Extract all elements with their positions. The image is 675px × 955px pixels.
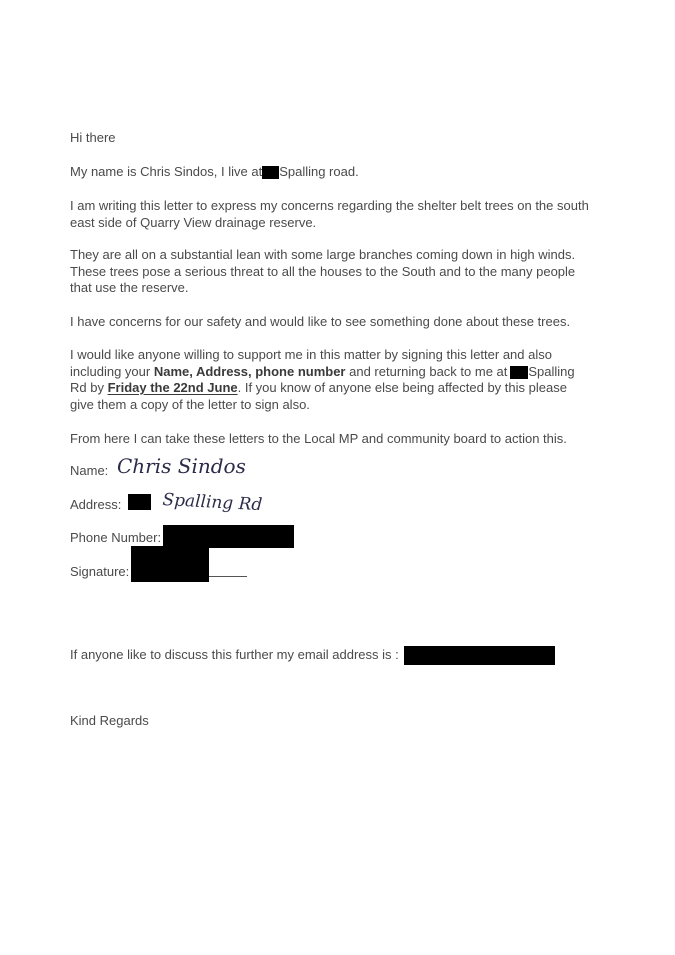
paragraph-safety: I have concerns for our safety and would like to see something done about these trees. [70, 314, 571, 329]
name-label: Name: [70, 463, 109, 478]
support-bold-fields: Name, Address, phone number [153, 363, 346, 379]
email-text: If anyone like to discuss this further my email address is : [70, 647, 399, 662]
name-handwritten: Chris Sindos [117, 454, 246, 478]
greeting: Hi there [70, 130, 116, 145]
redacted-return-number [510, 366, 528, 379]
support-deadline: Friday the 22nd June [107, 380, 238, 396]
address-handwritten: Spalling Rd [161, 490, 263, 516]
intro-before: My name is Chris Sindos, I live at [70, 164, 263, 179]
redacted-phone-number [163, 525, 294, 548]
signature-line [209, 576, 247, 577]
support-text-1: I would like anyone willing to support me in this matter by signing this letter and also including your [70, 347, 552, 379]
redacted-house-number [262, 166, 279, 179]
redacted-address-number [128, 494, 151, 510]
redacted-email [404, 646, 555, 665]
intro-after: Spalling road. [279, 164, 359, 179]
paragraph-lean: They are all on a substantial lean with some large branches coming down in high winds. These trees pose a serious threat to all the houses to the South and to the many people that use the reserve. [70, 247, 576, 296]
redacted-signature [131, 546, 209, 582]
phone-label: Phone Number: [70, 530, 162, 545]
support-text-3: Spalling Rd by [70, 363, 575, 396]
signature-label: Signature: [70, 564, 130, 579]
paragraph-concern: I am writing this letter to express my concerns regarding the shelter belt trees on the south east side of Quarry View drainage reserve. [70, 198, 589, 230]
intro-line [70, 164, 359, 181]
paragraph-action: From here I can take these letters to the Local MP and community board to action this. [70, 431, 567, 446]
paragraph-support [70, 347, 590, 413]
address-label: Address: [70, 497, 122, 512]
support-text-4: . If you know of anyone else being affected by this please give them a copy of the letter to sign also. [70, 380, 567, 412]
support-text-2: and returning back to me at [345, 363, 508, 379]
closing: Kind Regards [70, 713, 149, 728]
